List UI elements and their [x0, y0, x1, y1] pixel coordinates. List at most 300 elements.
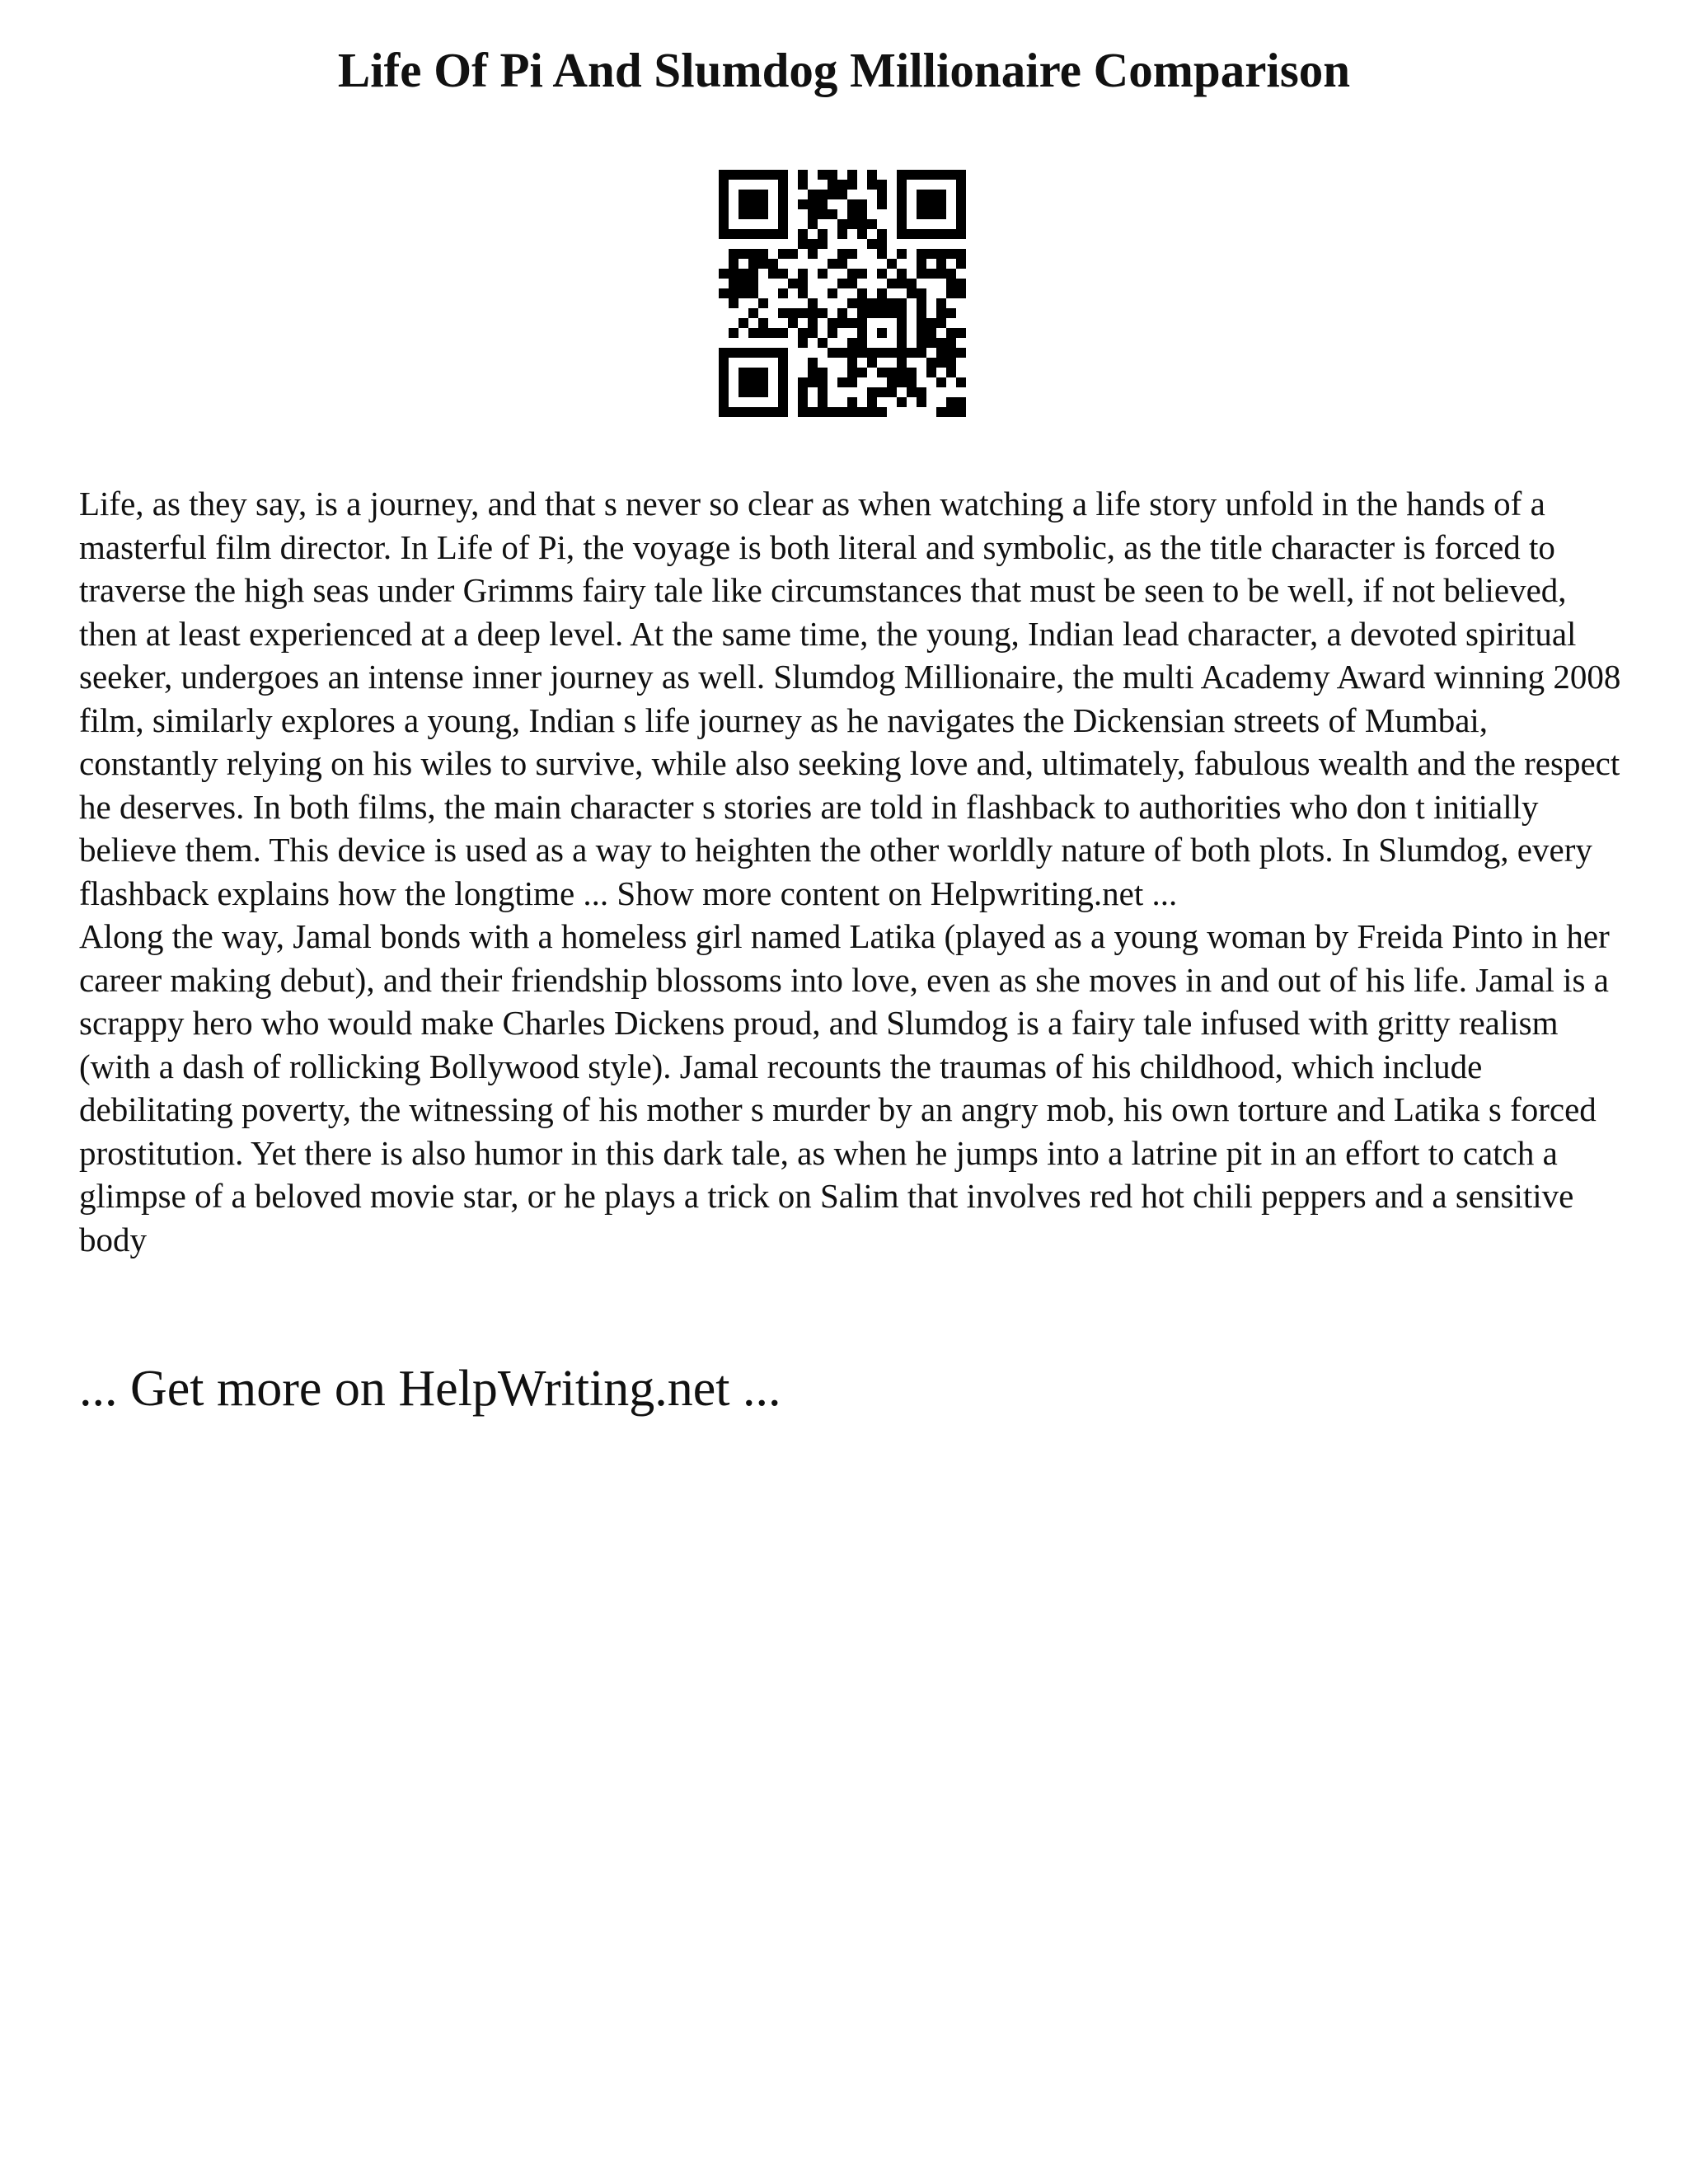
qr-module [936, 199, 946, 209]
qr-module [946, 338, 956, 348]
qr-module [857, 199, 867, 209]
qr-module [847, 298, 857, 308]
qr-module [907, 229, 917, 239]
qr-module [758, 209, 768, 219]
qr-module [867, 348, 877, 358]
qr-module [907, 387, 917, 397]
qr-module [729, 298, 738, 308]
qr-module [887, 387, 897, 397]
qr-module [897, 368, 907, 377]
qr-module [808, 407, 818, 417]
qr-module [877, 288, 887, 298]
qr-module [946, 348, 956, 358]
qr-module [907, 170, 917, 180]
qr-module [828, 288, 837, 298]
qr-module [946, 328, 956, 338]
qr-module [719, 387, 729, 397]
qr-module [837, 249, 847, 259]
qr-module [798, 170, 808, 180]
qr-module [719, 229, 729, 239]
qr-module [877, 190, 887, 199]
qr-module [847, 338, 857, 348]
qr-module [837, 279, 847, 288]
qr-module [719, 180, 729, 190]
qr-module [758, 199, 768, 209]
qr-module [946, 269, 956, 279]
qr-module [748, 259, 758, 269]
qr-module [857, 348, 867, 358]
article-body [79, 482, 1629, 1261]
qr-module [828, 407, 837, 417]
qr-module [897, 358, 907, 368]
qr-module [788, 308, 798, 318]
qr-module [847, 180, 857, 190]
qr-module [729, 269, 738, 279]
qr-module [897, 279, 907, 288]
qr-module [877, 229, 887, 239]
qr-module [808, 377, 818, 387]
qr-module [758, 387, 768, 397]
qr-module [788, 249, 798, 259]
qr-module [917, 318, 926, 328]
qr-module [867, 180, 877, 190]
qr-module [798, 377, 808, 387]
qr-module [926, 368, 936, 377]
qr-module [837, 407, 847, 417]
qr-module [956, 259, 966, 269]
qr-module [808, 358, 818, 368]
qr-module [956, 288, 966, 298]
get-more-link[interactable]: ... Get more on HelpWriting.net ... [79, 1361, 781, 1417]
qr-module [877, 368, 887, 377]
qr-module [738, 377, 748, 387]
qr-module [897, 170, 907, 180]
qr-module [877, 348, 887, 358]
qr-module [778, 199, 788, 209]
qr-module [808, 199, 818, 209]
qr-module [917, 288, 926, 298]
qr-module [798, 288, 808, 298]
qr-module [926, 190, 936, 199]
qr-module [778, 180, 788, 190]
qr-module [956, 377, 966, 387]
qr-module [818, 338, 828, 348]
qr-module [917, 209, 926, 219]
qr-module [778, 358, 788, 368]
qr-module [897, 397, 907, 407]
qr-module [877, 249, 887, 259]
qr-module [738, 199, 748, 209]
qr-module [926, 170, 936, 180]
qr-module [828, 328, 837, 338]
qr-module [867, 387, 877, 397]
qr-module [936, 269, 946, 279]
qr-module [768, 269, 778, 279]
qr-module [719, 368, 729, 377]
qr-module [738, 318, 748, 328]
qr-module [729, 229, 738, 239]
qr-module [748, 328, 758, 338]
qr-module [837, 259, 847, 269]
qr-module [778, 209, 788, 219]
qr-module [778, 308, 788, 318]
qr-module [837, 180, 847, 190]
qr-module [887, 279, 897, 288]
qr-module [897, 328, 907, 338]
qr-module [758, 328, 768, 338]
qr-module [936, 377, 946, 387]
qr-module [798, 239, 808, 249]
qr-module [857, 219, 867, 229]
qr-module [917, 199, 926, 209]
qr-module [798, 328, 808, 338]
qr-module [818, 308, 828, 318]
qr-module [926, 328, 936, 338]
qr-module [917, 387, 926, 397]
qr-module [748, 269, 758, 279]
qr-module [828, 209, 837, 219]
qr-module [729, 288, 738, 298]
qr-module [738, 368, 748, 377]
qr-module [857, 338, 867, 348]
qr-module [748, 387, 758, 397]
qr-module [719, 170, 729, 180]
qr-module [788, 279, 798, 288]
qr-module [748, 190, 758, 199]
qr-module [847, 279, 857, 288]
qr-module [867, 358, 877, 368]
qr-module [946, 407, 956, 417]
qr-module [748, 279, 758, 288]
qr-module [847, 209, 857, 219]
qr-module [877, 199, 887, 209]
qr-module [926, 269, 936, 279]
qr-module [847, 368, 857, 377]
qr-module [798, 180, 808, 190]
qr-module [956, 279, 966, 288]
qr-module [758, 318, 768, 328]
qr-module [768, 170, 778, 180]
qr-module [857, 269, 867, 279]
qr-module [936, 249, 946, 259]
qr-module [719, 209, 729, 219]
qr-module [956, 209, 966, 219]
qr-module [897, 298, 907, 308]
qr-module [946, 249, 956, 259]
qr-module [847, 407, 857, 417]
qr-module [877, 308, 887, 318]
qr-module [778, 229, 788, 239]
qr-module [738, 387, 748, 397]
qr-module [798, 338, 808, 348]
qr-module [877, 298, 887, 308]
qr-module [778, 377, 788, 387]
qr-module [758, 368, 768, 377]
qr-module [867, 219, 877, 229]
qr-module [936, 348, 946, 358]
qr-module [828, 259, 837, 269]
qr-module [917, 229, 926, 239]
qr-module [768, 229, 778, 239]
qr-module [798, 308, 808, 318]
qr-module [778, 190, 788, 199]
qr-module [808, 190, 818, 199]
qr-module [818, 239, 828, 249]
qr-module [778, 397, 788, 407]
qr-module [847, 219, 857, 229]
qr-module [897, 269, 907, 279]
qr-module [847, 397, 857, 407]
qr-module [907, 377, 917, 387]
qr-module [719, 397, 729, 407]
qr-module [729, 407, 738, 417]
paragraph: Life, as they say, is a journey, and that s never so clear as when watching a life story unfold in the hands of a masterful film director. In Life of Pi, the voyage is both literal and symbolic, as the title character is forced to traverse the high seas under Grimms fairy tale like circumstances that must be seen to be well, if not believed, then at least experienced at a deep level. At the same time, the young, Indian lead character, a devoted spiritual seeker, undergoes an intense inner journey as well. Slumdog Millionaire, the multi Academy Award winning 2008 film, similarly explores a young, Indian s life journey as he navigates the Dickensian streets of Mumbai, constantly relying on his wiles to survive, while also seeking love and, ultimately, fabulous wealth and the respect he deserves. In both films, the main character s stories are told in flashback to authorities who don t initially believe them. This device is used as a way to heighten the other worldly nature of both plots. In Slumdog, every flashback explains how the longtime ... Show more content on Helpwriting.net ... [79, 485, 1621, 912]
qr-module [798, 387, 808, 397]
qr-module [828, 318, 837, 328]
qr-module [887, 348, 897, 358]
qr-module [808, 308, 818, 318]
qr-module [867, 170, 877, 180]
qr-module [936, 229, 946, 239]
qr-module [877, 269, 887, 279]
qr-module [738, 348, 748, 358]
qr-module [818, 199, 828, 209]
qr-module [748, 229, 758, 239]
qr-module [837, 348, 847, 358]
qr-module [748, 308, 758, 318]
qr-module [956, 170, 966, 180]
qr-module [847, 249, 857, 259]
qr-module [946, 358, 956, 368]
qr-module [719, 407, 729, 417]
qr-module [778, 288, 788, 298]
qr-module [798, 407, 808, 417]
qr-module [857, 368, 867, 377]
qr-module [956, 397, 966, 407]
qr-module [818, 170, 828, 180]
qr-module [729, 249, 738, 259]
qr-module [926, 318, 936, 328]
qr-module [788, 318, 798, 328]
qr-module [936, 209, 946, 219]
qr-module [768, 328, 778, 338]
qr-module [837, 308, 847, 318]
qr-module [808, 209, 818, 219]
qr-module [917, 308, 926, 318]
qr-module [877, 328, 887, 338]
qr-module [917, 190, 926, 199]
page-title: Life Of Pi And Slumdog Millionaire Comparison [337, 43, 1351, 97]
qr-module [857, 328, 867, 338]
qr-module [778, 407, 788, 417]
paragraph: Along the way, Jamal bonds with a homeless girl named Latika (played as a young woman by Freida Pinto in her career making debut), and their friendship blossoms into love, even as she moves in and out of his life. Jamal is a scrappy hero who would make Charles Dickens proud, and Slumdog is a fairy tale infused with gritty realism (with a dash of rollicking Bollywood style). Jamal recounts the traumas of his childhood, which include debilitating poverty, the witnessing of his mother s murder by an angry mob, his own torture and Latika s forced prostitution. Yet there is also humor in this dark tale, as when he jumps into a latrine pit in an effort to catch a glimpse of a beloved movie star, or he plays a trick on Salim that involves red hot chili peppers and a sensitive body [79, 917, 1610, 1258]
qr-module [956, 328, 966, 338]
qr-module [818, 209, 828, 219]
qr-module [897, 190, 907, 199]
qr-module [926, 199, 936, 209]
qr-module [758, 170, 768, 180]
qr-module [897, 318, 907, 328]
qr-module [877, 387, 887, 397]
qr-module [748, 348, 758, 358]
qr-module [778, 387, 788, 397]
qr-module [828, 170, 837, 180]
qr-module [738, 269, 748, 279]
qr-module [738, 190, 748, 199]
qr-module [877, 239, 887, 249]
qr-module [946, 279, 956, 288]
qr-module [748, 199, 758, 209]
qr-module [857, 318, 867, 328]
qr-module [768, 407, 778, 417]
qr-module [877, 407, 887, 417]
qr-module [917, 249, 926, 259]
qr-module [847, 348, 857, 358]
qr-module [926, 209, 936, 219]
qr-module [729, 259, 738, 269]
qr-module [738, 209, 748, 219]
qr-module [758, 377, 768, 387]
qr-module [917, 338, 926, 348]
qr-module [917, 397, 926, 407]
qr-module [808, 368, 818, 377]
qr-module [936, 298, 946, 308]
qr-module [837, 229, 847, 239]
qr-module [758, 229, 768, 239]
qr-module [946, 170, 956, 180]
qr-module [867, 407, 877, 417]
qr-module [887, 377, 897, 387]
qr-module [748, 368, 758, 377]
qr-module [818, 190, 828, 199]
qr-module [837, 219, 847, 229]
qr-module [897, 338, 907, 348]
qr-module [877, 180, 887, 190]
qr-module [798, 279, 808, 288]
qr-module [719, 377, 729, 387]
qr-module [837, 377, 847, 387]
qr-module [808, 249, 818, 259]
qr-module [897, 229, 907, 239]
qr-module [917, 259, 926, 269]
qr-module [956, 407, 966, 417]
qr-module [887, 298, 897, 308]
qr-module [867, 298, 877, 308]
qr-module [778, 249, 788, 259]
qr-module [729, 328, 738, 338]
qr-module [738, 249, 748, 259]
qr-module [897, 219, 907, 229]
qr-module [719, 358, 729, 368]
qr-module [897, 199, 907, 209]
qr-module [719, 219, 729, 229]
qr-module [729, 348, 738, 358]
qr-module [897, 308, 907, 318]
qr-module [778, 269, 788, 279]
qr-module [738, 288, 748, 298]
qr-module [946, 288, 956, 298]
qr-module [719, 199, 729, 209]
qr-module [758, 348, 768, 358]
qr-module [828, 348, 837, 358]
qr-module [946, 308, 956, 318]
qr-module [926, 249, 936, 259]
qr-module [748, 407, 758, 417]
qr-module [808, 328, 818, 338]
qr-module [897, 249, 907, 259]
qr-module [956, 348, 966, 358]
qr-code-icon [719, 170, 966, 417]
qr-module [808, 219, 818, 229]
qr-module [818, 387, 828, 397]
qr-module [719, 288, 729, 298]
qr-module [936, 308, 946, 318]
qr-module [907, 348, 917, 358]
qr-module [936, 407, 946, 417]
qr-module [907, 368, 917, 377]
qr-module [847, 377, 857, 387]
qr-module [808, 239, 818, 249]
qr-module [897, 377, 907, 387]
qr-module [907, 288, 917, 298]
qr-module [798, 199, 808, 209]
qr-module [808, 298, 818, 308]
qr-module [828, 190, 837, 199]
qr-module [857, 288, 867, 298]
qr-module [778, 328, 788, 338]
qr-module [887, 259, 897, 269]
qr-module [847, 358, 857, 368]
qr-module [818, 407, 828, 417]
qr-module [956, 180, 966, 190]
qr-module [748, 288, 758, 298]
qr-module [946, 368, 956, 377]
qr-module [768, 348, 778, 358]
qr-module [837, 318, 847, 328]
qr-module [917, 269, 926, 279]
qr-module [818, 377, 828, 387]
qr-module [738, 279, 748, 288]
qr-module [719, 190, 729, 199]
qr-module [798, 397, 808, 407]
qr-module [936, 170, 946, 180]
qr-module [837, 190, 847, 199]
qr-module [847, 199, 857, 209]
qr-module [946, 397, 956, 407]
qr-module [887, 368, 897, 377]
qr-module [887, 308, 897, 318]
qr-module [857, 209, 867, 219]
qr-module [956, 199, 966, 209]
qr-module [847, 269, 857, 279]
qr-module [828, 180, 837, 190]
qr-module [758, 298, 768, 308]
qr-module [768, 259, 778, 269]
qr-module [778, 170, 788, 180]
qr-module [936, 259, 946, 269]
qr-module [936, 318, 946, 328]
qr-module [897, 180, 907, 190]
qr-module [926, 338, 936, 348]
qr-module [818, 397, 828, 407]
qr-module [818, 368, 828, 377]
qr-module [758, 190, 768, 199]
qr-module [847, 318, 857, 328]
qr-module [857, 407, 867, 417]
qr-module [936, 190, 946, 199]
qr-module [798, 269, 808, 279]
qr-module [847, 170, 857, 180]
